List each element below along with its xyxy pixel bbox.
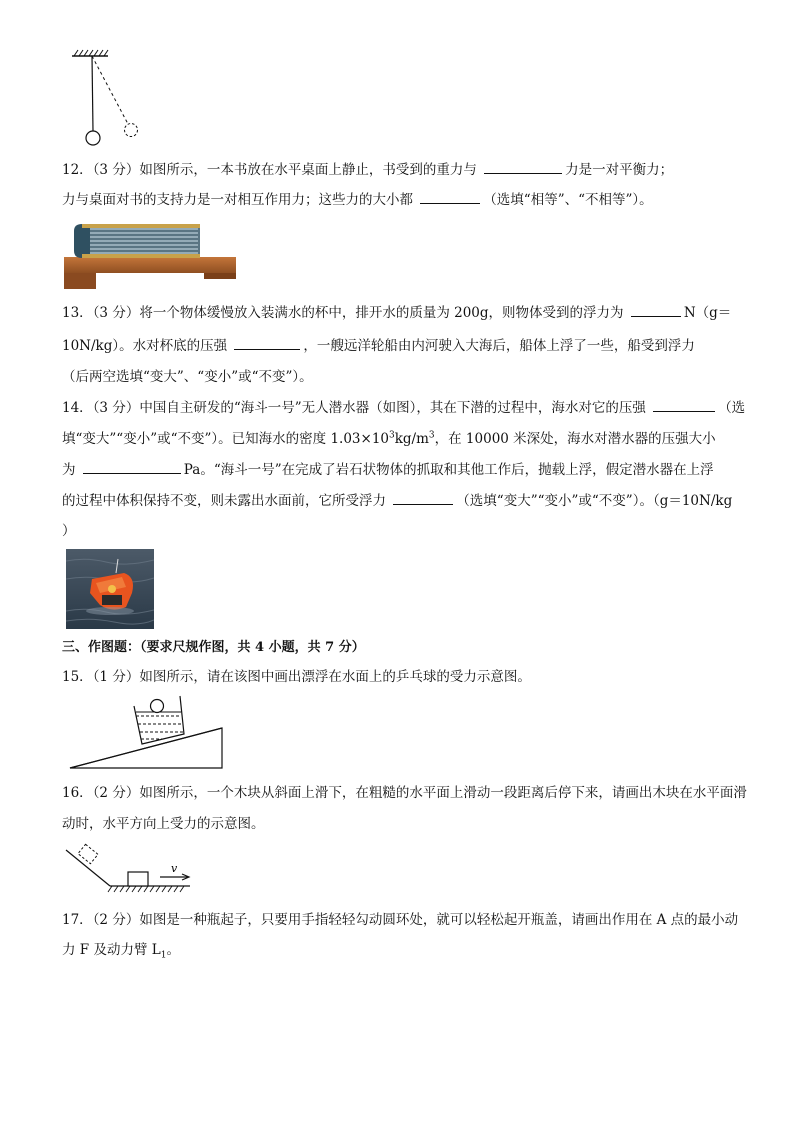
submersible-photo [66,549,154,629]
q16-line2: 动时，水平方向上受力的示意图。 [62,816,265,832]
q13-line3: （后两空选填“变大”、“变小”或“不变”）。 [62,369,313,385]
q14-blank-2[interactable] [83,461,181,474]
q12-number: 12． [62,162,93,178]
q13-blank-1[interactable] [631,304,681,317]
q17-score: （2 分） [92,912,140,928]
incline-cup-figure [68,694,228,770]
q15-number: 15． [62,669,93,685]
q14-line4: 的过程中体积保持不变，则未露出水面前，它所受浮力 （选填“变大”“变小”或“不变”）。（g＝10N/kg [62,493,733,509]
q14-number: 14． [62,400,93,416]
pendulum-figure [66,48,146,148]
q14-blank-1[interactable] [653,399,715,412]
q15-score: （1 分） [92,669,140,685]
q14-blank-3[interactable] [393,492,453,505]
q12-line1: 12．（3 分）如图所示，一本书放在水平桌面上静止，书受到的重力与 力是一对平衡力； [62,162,674,178]
q12-score: （3 分） [92,162,140,178]
q13-blank-2[interactable] [234,337,300,350]
q14-score: （3 分） [92,400,140,416]
book-on-table-figure [64,221,238,291]
velocity-label: v [171,862,178,875]
q14-line3: 为 Pa。“海斗一号”在完成了岩石状物体的抓取和其他工作后，抛载上浮，假定潜水器在上浮 [62,462,714,478]
q13-number: 13． [62,305,93,321]
q14-line5: ） [62,523,76,539]
sliding-block-figure [62,842,198,894]
q16-number: 16． [62,785,93,801]
q13-line2: 10N/kg）。水对杯底的压强 ，一艘远洋轮船由内河驶入大海后，船体上浮了一些，船受到浮力 [62,338,695,354]
q15-line1: 15．（1 分）如图所示，请在该图中画出漂浮在水面上的乒乓球的受力示意图。 [62,669,531,685]
q17-line1: 17．（2 分）如图是一种瓶起子，只要用手指轻轻勾动圆环处，就可以轻松起开瓶盖，请画出作用在 A 点的最小动 [62,912,739,928]
section3-heading: 三、作图题：（要求尺规作图，共 4 小题，共 7 分） [62,640,365,655]
q13-score: （3 分） [92,305,140,321]
q17-number: 17． [62,912,93,928]
q12-blank-1[interactable] [484,161,562,174]
q16-score: （2 分） [92,785,140,801]
q12-line2: 力与桌面对书的支持力是一对相互作用力；这些力的大小都 （选填“相等”、“不相等”）。 [62,192,653,208]
q17-line2: 力 F 及动力臂 $L_1$。 [62,942,180,961]
q16-line1: 16．（2 分）如图所示，一个木块从斜面上滑下，在粗糙的水平面上滑动一段距离后停下来，请画出木块在水平面滑 [62,785,747,801]
q14-line2: 填“变大”“变小”或“不变”）。已知海水的密度 $1.03\times 10^3kg/m^3$，在 10000 米深处，海水对潜水器的压强大小 [62,430,716,447]
q14-line1: 14．（3 分）中国自主研发的“海斗一号”无人潜水器（如图），其在下潜的过程中，海水对它的压强 （选 [62,400,746,416]
q12-blank-2[interactable] [420,191,480,204]
q13-line1: 13．（3 分）将一个物体缓慢放入装满水的杯中，排开水的质量为 200g，则物体受到的浮力为 N（g＝ [62,305,732,321]
